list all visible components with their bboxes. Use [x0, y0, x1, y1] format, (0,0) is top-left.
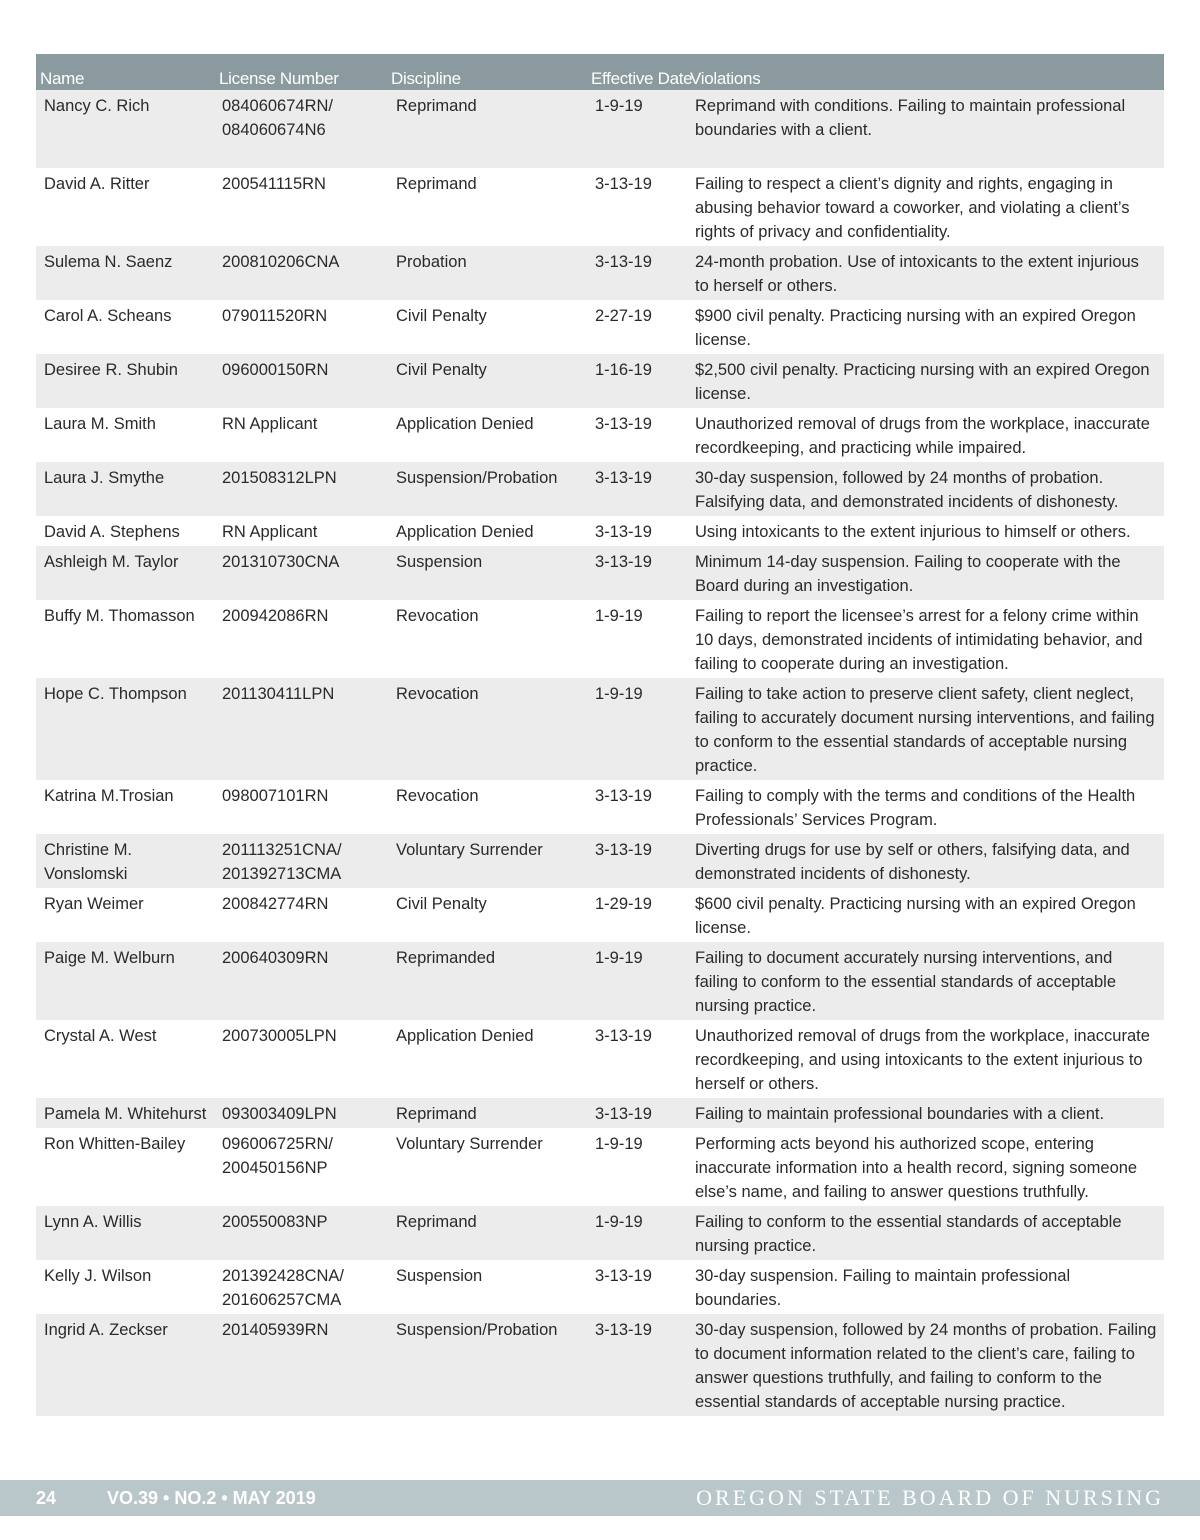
cell-license: 084060674RN/ 084060674N6	[222, 97, 334, 139]
table-row	[36, 408, 1164, 462]
cell-violations: Reprimand with conditions. Failing to maintain professional boundaries with a client.	[695, 97, 1126, 139]
table-row	[36, 1128, 1164, 1206]
cell-date: 3-13-19	[595, 415, 652, 433]
cell-discipline: Voluntary Surrender	[396, 1135, 543, 1153]
cell-license: 096000150RN	[222, 361, 329, 379]
cell-violations: 30-day suspension, followed by 24 months of probation. Failing to document information related to the client’s care, failing to answer questions truthfully, and failing to conform to the essential standards of acceptable nursing practice.	[695, 1321, 1157, 1411]
cell-name: Paige M. Welburn	[44, 949, 175, 967]
table-row	[36, 1020, 1164, 1098]
cell-name: Ryan Weimer	[44, 895, 144, 913]
cell-name: Buffy M. Thomasson	[44, 607, 195, 625]
cell-date: 3-13-19	[595, 787, 652, 805]
cell-date: 1-9-19	[595, 1213, 643, 1231]
cell-discipline: Suspension	[396, 1267, 483, 1285]
cell-violations: Performing acts beyond his authorized scope, entering inaccurate information into a health record, signing someone else’s name, and failing to answer questions truthfully.	[695, 1135, 1138, 1201]
organization-name: OREGON STATE BOARD OF NURSING	[696, 1485, 1164, 1510]
table-row	[36, 516, 1164, 546]
cell-name: Kelly J. Wilson	[44, 1267, 152, 1285]
cell-license: 079011520RN	[222, 307, 328, 325]
cell-date: 1-16-19	[595, 361, 652, 379]
table-row	[36, 888, 1164, 942]
cell-discipline: Civil Penalty	[396, 895, 487, 913]
table-row	[36, 246, 1164, 300]
cell-violations: Failing to take action to preserve client safety, client neglect, failing to accurately document nursing interventions, and failing to conform to the essential standards of acceptable nursing practice.	[695, 685, 1155, 775]
cell-license: 096006725RN/ 200450156NP	[222, 1135, 334, 1177]
cell-date: 3-13-19	[595, 175, 652, 193]
cell-discipline: Application Denied	[396, 523, 534, 541]
table-row	[36, 462, 1164, 516]
issue-info: VO.39 • NO.2 • MAY 2019	[107, 1488, 316, 1508]
cell-discipline: Reprimand	[396, 175, 477, 193]
table-body	[36, 90, 1164, 1416]
table-row	[36, 834, 1164, 888]
table-row	[36, 678, 1164, 780]
cell-violations: 30-day suspension, followed by 24 months of probation. Falsifying data, and demonstrated incidents of dishonesty.	[695, 469, 1119, 511]
cell-license: 200550083NP	[222, 1213, 328, 1231]
header-license: License Number	[219, 69, 339, 88]
cell-name: Ron Whitten-Bailey	[44, 1135, 186, 1153]
cell-discipline: Application Denied	[396, 1027, 534, 1045]
cell-discipline: Civil Penalty	[396, 361, 487, 379]
cell-name: Christine M. Vonslomski	[44, 841, 133, 883]
cell-violations: Unauthorized removal of drugs from the workplace, inaccurate recordkeeping, and using intoxicants to the extent injurious to herself or others.	[695, 1027, 1150, 1093]
cell-discipline: Reprimand	[396, 97, 477, 115]
cell-violations: $2,500 civil penalty. Practicing nursing with an expired Oregon license.	[695, 361, 1150, 403]
cell-date: 2-27-19	[595, 307, 652, 325]
cell-violations: Diverting drugs for use by self or others, falsifying data, and demonstrated incidents of dishonesty.	[695, 841, 1130, 883]
cell-name: David A. Ritter	[44, 175, 150, 193]
cell-discipline: Revocation	[396, 685, 479, 703]
table-row	[36, 1260, 1164, 1314]
cell-license: 200842774RN	[222, 895, 329, 913]
cell-date: 1-9-19	[595, 607, 643, 625]
cell-license: 200640309RN	[222, 949, 329, 967]
cell-date: 3-13-19	[595, 1027, 652, 1045]
table-row	[36, 1314, 1164, 1416]
table-row	[36, 168, 1164, 246]
table-row	[36, 600, 1164, 678]
cell-date: 3-13-19	[595, 1105, 652, 1123]
cell-discipline: Suspension/Probation	[396, 469, 558, 487]
table-row	[36, 1206, 1164, 1260]
cell-date: 3-13-19	[595, 253, 652, 271]
cell-violations: Failing to document accurately nursing interventions, and failing to conform to the essential standards of acceptable nursing practice.	[695, 949, 1116, 1015]
cell-name: Laura M. Smith	[44, 415, 156, 433]
cell-name: Nancy C. Rich	[44, 97, 150, 115]
cell-discipline: Revocation	[396, 787, 479, 805]
header-date: Effective Date	[591, 69, 693, 88]
cell-name: Ashleigh M. Taylor	[44, 553, 179, 571]
cell-discipline: Suspension	[396, 553, 483, 571]
cell-license: 200730005LPN	[222, 1027, 337, 1045]
cell-license: RN Applicant	[222, 415, 318, 433]
cell-date: 3-13-19	[595, 1321, 652, 1339]
cell-license: 201130411LPN	[222, 685, 335, 703]
cell-date: 3-13-19	[595, 553, 652, 571]
cell-discipline: Probation	[396, 253, 467, 271]
cell-discipline: Civil Penalty	[396, 307, 487, 325]
cell-violations: Failing to maintain professional boundaries with a client.	[695, 1105, 1105, 1123]
table-row	[36, 300, 1164, 354]
cell-date: 3-13-19	[595, 523, 652, 541]
cell-date: 1-9-19	[595, 685, 643, 703]
table-row	[36, 546, 1164, 600]
cell-date: 1-9-19	[595, 97, 643, 115]
cell-name: Crystal A. West	[44, 1027, 157, 1045]
cell-date: 3-13-19	[595, 1267, 652, 1285]
cell-discipline: Reprimand	[396, 1213, 477, 1231]
cell-license: 200810206CNA	[222, 253, 340, 271]
cell-discipline: Revocation	[396, 607, 479, 625]
cell-license: 200942086RN	[222, 607, 329, 625]
table-header	[36, 54, 1164, 90]
cell-license: 201392428CNA/ 201606257CMA	[222, 1267, 345, 1309]
cell-name: Sulema N. Saenz	[44, 253, 173, 271]
cell-license: 093003409LPN	[222, 1105, 337, 1123]
cell-date: 3-13-19	[595, 469, 652, 487]
cell-date: 1-9-19	[595, 1135, 643, 1153]
cell-name: Desiree R. Shubin	[44, 361, 178, 379]
header-name: Name	[40, 69, 85, 88]
cell-name: Hope C. Thompson	[44, 685, 187, 703]
cell-discipline: Reprimand	[396, 1105, 477, 1123]
cell-name: David A. Stephens	[44, 523, 180, 541]
cell-violations: Failing to report the licensee’s arrest for a felony crime within 10 days, demonstrated incidents of intimidating behavior, and failing to cooperate during an investigation.	[695, 607, 1143, 673]
cell-license: 201508312LPN	[222, 469, 337, 487]
cell-license: 201310730CNA	[222, 553, 340, 571]
cell-violations: Using intoxicants to the extent injurious to himself or others.	[695, 523, 1131, 541]
cell-violations: $600 civil penalty. Practicing nursing with an expired Oregon license.	[695, 895, 1136, 937]
table-row	[36, 90, 1164, 168]
cell-license: 200541115RN	[222, 175, 326, 193]
cell-discipline: Reprimanded	[396, 949, 496, 967]
header-violations: Violations	[690, 69, 761, 88]
cell-license: 201113251CNA/ 201392713CMA	[222, 841, 342, 883]
cell-name: Carol A. Scheans	[44, 307, 172, 325]
table-row	[36, 942, 1164, 1020]
page-number: 24	[36, 1488, 57, 1508]
cell-discipline: Application Denied	[396, 415, 534, 433]
cell-name: Lynn A. Willis	[44, 1213, 142, 1231]
table-row	[36, 354, 1164, 408]
cell-violations: Failing to respect a client’s dignity and rights, engaging in abusing behavior toward a coworker, and violating a client’s rights of privacy and confidentiality.	[695, 175, 1130, 241]
cell-discipline: Suspension/Probation	[396, 1321, 558, 1339]
cell-violations: 24-month probation. Use of intoxicants to the extent injurious to herself or others.	[695, 253, 1139, 295]
cell-license: RN Applicant	[222, 523, 318, 541]
cell-date: 1-29-19	[595, 895, 652, 913]
cell-violations: Failing to comply with the terms and conditions of the Health Professionals’ Services Program.	[695, 787, 1136, 829]
table-row	[36, 1098, 1164, 1128]
cell-name: Ingrid A. Zeckser	[44, 1321, 168, 1339]
discipline-table	[36, 54, 1164, 1416]
cell-violations: 30-day suspension. Failing to maintain professional boundaries.	[695, 1267, 1071, 1309]
cell-violations: Unauthorized removal of drugs from the workplace, inaccurate recordkeeping, and practicing while impaired.	[695, 415, 1150, 457]
table-row	[36, 780, 1164, 834]
cell-discipline: Voluntary Surrender	[396, 841, 543, 859]
cell-license: 098007101RN	[222, 787, 329, 805]
header-discipline: Discipline	[391, 69, 461, 88]
cell-name: Laura J. Smythe	[44, 469, 165, 487]
page-footer	[0, 1480, 1200, 1516]
cell-date: 3-13-19	[595, 841, 652, 859]
cell-violations: $900 civil penalty. Practicing nursing with an expired Oregon license.	[695, 307, 1136, 349]
cell-license: 201405939RN	[222, 1321, 329, 1339]
cell-name: Pamela M. Whitehurst	[44, 1105, 207, 1123]
cell-date: 1-9-19	[595, 949, 643, 967]
cell-name: Katrina M.Trosian	[44, 787, 174, 805]
cell-violations: Minimum 14-day suspension. Failing to cooperate with the Board during an investigation.	[695, 553, 1121, 595]
cell-violations: Failing to conform to the essential standards of acceptable nursing practice.	[695, 1213, 1122, 1255]
